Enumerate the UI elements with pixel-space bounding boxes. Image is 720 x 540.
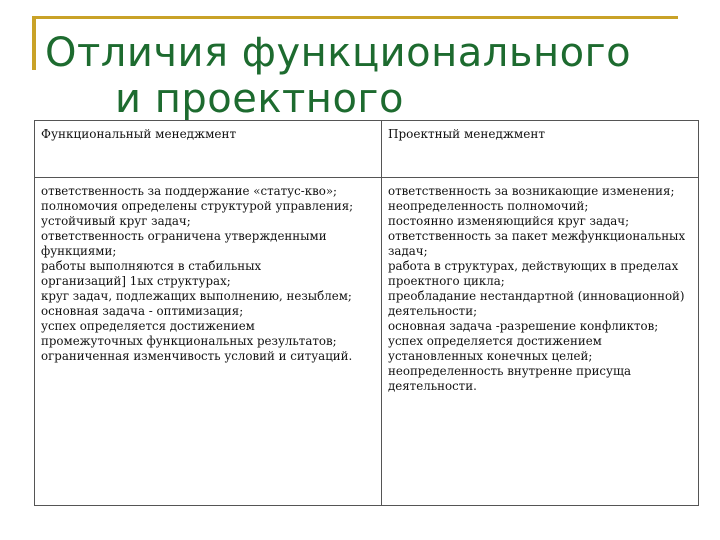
list-item: ответственность ограничена утвержденными bbox=[41, 229, 327, 243]
title-line-1: Отличия функционального bbox=[45, 30, 632, 76]
list-item: постоянно изменяющийся круг задач; bbox=[388, 214, 630, 228]
list-item: проектного цикла; bbox=[388, 274, 505, 288]
table-header-row bbox=[35, 121, 699, 178]
list-item: ответственность за поддержание «статус-кво»; bbox=[41, 184, 338, 198]
list-item: деятельности. bbox=[388, 379, 477, 393]
list-item: устойчивый круг задач; bbox=[41, 214, 191, 228]
list-item: функциями; bbox=[41, 244, 117, 258]
list-item: полномочия определены структурой управления; bbox=[41, 199, 354, 213]
list-item: преобладание нестандартной (инновационной) bbox=[388, 289, 685, 303]
list-item: неопределенность внутренне присуща bbox=[388, 364, 631, 378]
list-item: ответственность за возникающие изменения; bbox=[388, 184, 675, 198]
list-item: успех определяется достижением bbox=[388, 334, 602, 348]
list-item: неопределенность полномочий; bbox=[388, 199, 589, 213]
list-item: деятельности; bbox=[388, 304, 478, 318]
left-accent-rule bbox=[32, 16, 36, 70]
list-item: промежуточных функциональных результатов; bbox=[41, 334, 337, 348]
comparison-table bbox=[34, 120, 699, 506]
title-line-2: и проектного bbox=[115, 76, 404, 122]
project-cell bbox=[382, 178, 699, 506]
slide-title bbox=[45, 30, 705, 122]
list-item: организаций] 1ых структурах; bbox=[41, 274, 231, 288]
table-body-row bbox=[35, 178, 699, 506]
top-accent-rule bbox=[34, 16, 678, 19]
list-item: ответственность за пакет межфункциональных bbox=[388, 229, 686, 243]
list-item: работы выполняются в стабильных bbox=[41, 259, 262, 273]
list-item: основная задача - оптимизация; bbox=[41, 304, 244, 318]
list-item: установленных конечных целей; bbox=[388, 349, 593, 363]
list-item: успех определяется достижением bbox=[41, 319, 255, 333]
list-item: круг задач, подлежащих выполнению, незыблем; bbox=[41, 289, 352, 303]
list-item: задач; bbox=[388, 244, 428, 258]
list-item: основная задача -разрешение конфликтов; bbox=[388, 319, 659, 333]
header-project: Проектный менеджмент bbox=[382, 121, 699, 178]
list-item: ограниченная изменчивость условий и ситуаций. bbox=[41, 349, 353, 363]
list-item: работа в структурах, действующих в пределах bbox=[388, 259, 679, 273]
functional-cell bbox=[35, 178, 382, 506]
header-functional: Функциональный менеджмент bbox=[35, 121, 382, 178]
